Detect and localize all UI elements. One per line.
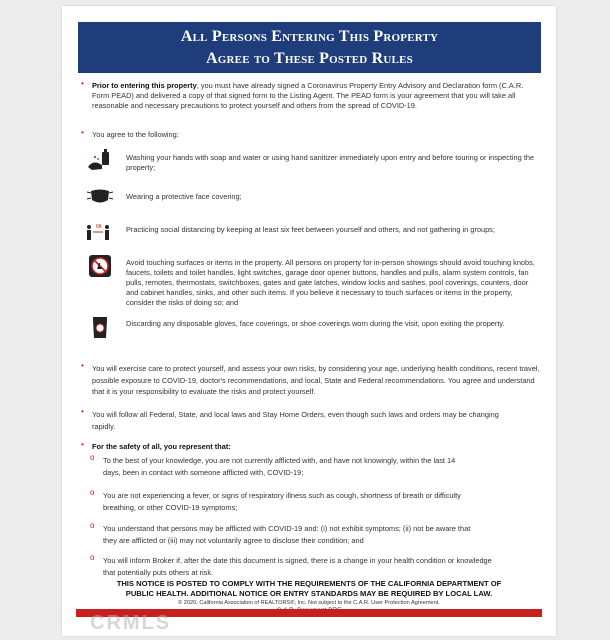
representation-3: You understand that persons may be afflicted with COVID-19 and: (i) not exhibit symptoms; (ii) not be aware that they are afflicted or (iii) may not voluntarily agree to disclose their condition; and <box>103 524 471 545</box>
representation-1: To the best of your knowledge, you are not currently afflicted with, and have not knowingly, within the last 14 days, been in contact with someone afflicted with, COVID-19; <box>103 456 456 477</box>
intro-bold: Prior to entering this property <box>92 81 197 90</box>
intro-paragraph <box>92 81 540 111</box>
no-touch-icon <box>86 254 114 278</box>
intro-rest: , you must have already signed a Coronavirus Property Entry Advisory and Declaration form (C.A.R. Form PEAD) and delivered a copy of that signed form to the Listing Agent. The PEAD form is your agreement that you will take all reasonable and necessary precautions to protect yourself and others from the spread of COVID-19. <box>92 81 524 110</box>
title-line-1: All Persons Entering This Property <box>180 28 439 45</box>
agree-heading: You agree to the following: <box>92 130 179 139</box>
copyright-line: © 2020, California Association of REALTORS®, Inc. Not subject to the C.A.R. User Protection Agreement. <box>178 600 440 606</box>
hand-washing-icon <box>86 149 114 173</box>
notice-sheet <box>62 6 556 636</box>
sub-bullet-4: o <box>90 553 95 562</box>
bullet-care: • <box>81 361 84 370</box>
social-distancing-icon <box>84 219 112 243</box>
face-mask-icon <box>86 184 114 208</box>
represent-heading: For the safety of all, you represent that: <box>92 442 231 451</box>
watermark: CRMLS <box>90 612 172 634</box>
laws-paragraph: You will follow all Federal, State, and local laws and Stay Home Orders, even though such laws and orders may be changing rapidly. <box>92 410 499 431</box>
sub-bullet-1: o <box>90 453 95 462</box>
rule-3-text: Practicing social distancing by keeping at least six feet between yourself and others, and not gathering in groups; <box>126 225 495 234</box>
rule-1-text: Washing your hands with soap and water or using hand sanitizer immediately upon entry and before touring or inspecting the property; <box>126 153 535 172</box>
representation-4: You will inform Broker if, after the date this document is signed, there is a change in your health condition or knowledge that potentially puts others at risk. <box>103 556 492 577</box>
notice-line-1: THIS NOTICE IS POSTED TO COMPLY WITH THE REQUIREMENTS OF THE CALIFORNIA DEPARTMENT OF <box>116 579 502 588</box>
sub-bullet-3: o <box>90 521 95 530</box>
care-paragraph: You will exercise care to protect yourself, and assess your own risks, by considering your age, underlying health conditions, recent travel, possible exposure to COVID-19, doctor's recommendations, and local, State and Federal recommendations. You agree and understand that it is your responsibility to evaluate the risks and protect yourself. <box>92 364 540 396</box>
rule-5-text: Discarding any disposable gloves, face coverings, or shoe coverings worn during the visit, upon exiting the property. <box>126 319 505 328</box>
title-banner <box>78 22 541 73</box>
svg-text:6ft: 6ft <box>96 224 102 230</box>
bullet-represent: • <box>81 440 84 449</box>
notice-line-2: PUBLIC HEALTH. ADDITIONAL NOTICE OR ENTRY STANDARDS MAY BE REQUIRED BY LOCAL LAW. <box>125 589 493 598</box>
bullet-laws: • <box>81 407 84 416</box>
representation-2: You are not experiencing a fever, or signs of respiratory illness such as cough, shortness of breath or difficulty breathing, or other COVID-19 symptoms; <box>103 491 461 512</box>
rule-2-text: Wearing a protective face covering; <box>126 192 242 201</box>
rule-4-text: Avoid touching surfaces or items in the property. All persons on property for in-person showings should avoid touching knobs, faucets, toilets and toilet handles, light switches, garage door opener buttons, handles and pulls, alarm system controls, fan pulls, remotes, thermostats, switchboxes, gates and gate latches, window locks and sashes, pool coverings, counters, door and cabinet handles, sinks, and other such items. If you believe it necessary to touch surfaces or items in the property, consider the risks of doing so; and <box>126 258 535 307</box>
title-line-2: Agree to These Posted Rules <box>206 50 413 67</box>
sub-bullet-2: o <box>90 488 95 497</box>
bullet-intro: • <box>81 79 84 88</box>
bullet-agree: • <box>81 128 84 137</box>
trash-bin-icon <box>86 315 114 339</box>
